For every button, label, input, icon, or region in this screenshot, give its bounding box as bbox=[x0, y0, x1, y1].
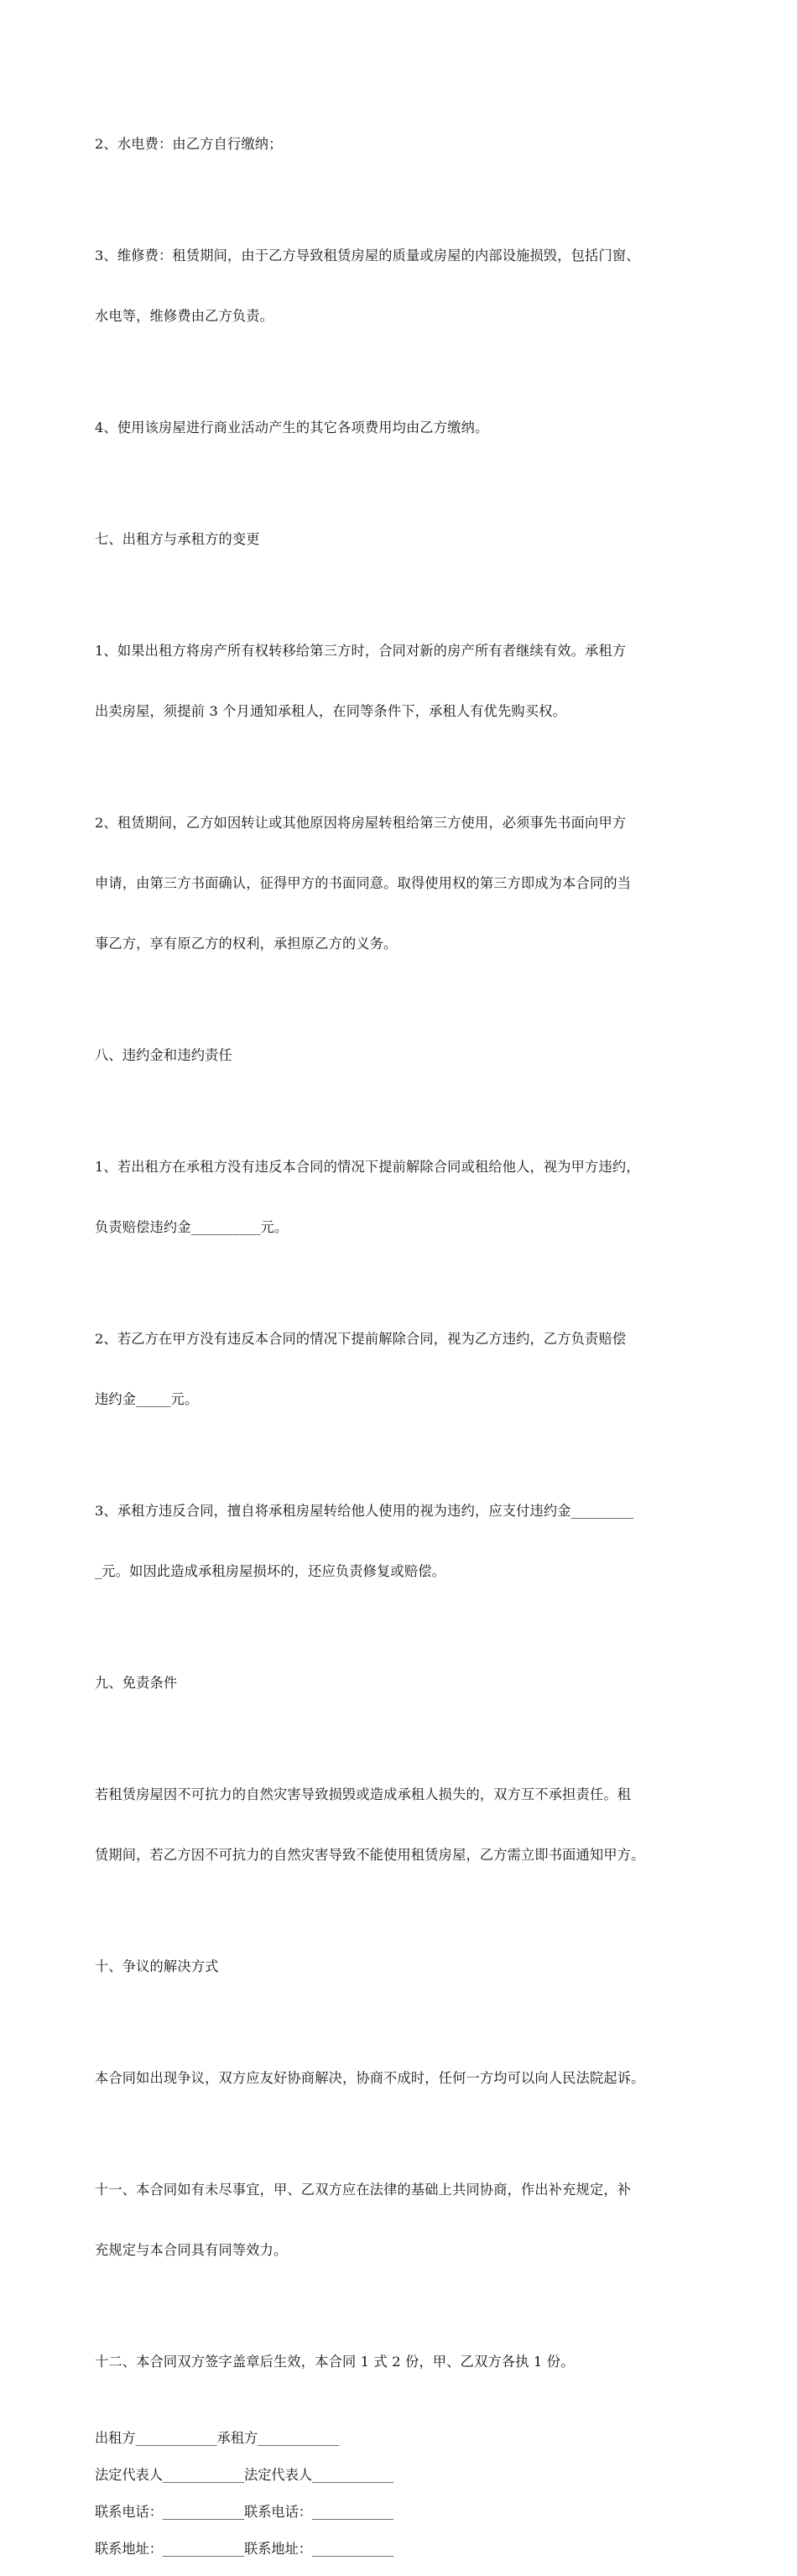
breach-item-2 bbox=[95, 1289, 716, 1450]
text-line: 水电等，维修费由乙方负责。 bbox=[95, 308, 274, 324]
text-line: 1、如果出租方将房产所有权转移给第三方时，合同对新的房产所有者继续有效。承租方 bbox=[95, 643, 627, 659]
text-line: 2、若乙方在甲方没有违反本合同的情况下提前解除合同，视为乙方违约，乙方负责赔偿 bbox=[95, 1331, 627, 1347]
text-line: 赁期间，若乙方因不可抗力的自然灾害导致不能使用租赁房屋，乙方需立即书面通知甲方。 bbox=[95, 1847, 645, 1863]
section-title: 九、免责条件 bbox=[95, 1675, 178, 1691]
signature-contact-phone: 联系电话：____________联系电话：____________ bbox=[95, 2504, 394, 2520]
signature-legal-representative: 法定代表人____________法定代表人____________ bbox=[95, 2467, 394, 2483]
text-line: 2、租赁期间，乙方如因转让或其他原因将房屋转租给第三方使用，必须事先书面向甲方 bbox=[95, 815, 627, 831]
section-title: 七、出租方与承租方的变更 bbox=[95, 531, 260, 547]
contract-page bbox=[95, 94, 716, 2576]
breach-item-3 bbox=[95, 1461, 716, 1622]
section-title: 十、争议的解决方式 bbox=[95, 1958, 219, 1974]
text-line: 本合同如出现争议，双方应友好协商解决，协商不成时，任何一方均可以向人民法院起诉。 bbox=[95, 2070, 645, 2086]
section-heading-10 bbox=[95, 1916, 716, 2017]
text-line: 3、维修费：租赁期间，由于乙方导致租赁房屋的质量或房屋的内部设施损毁，包括门窗、 bbox=[95, 248, 640, 263]
text-line: 若租赁房屋因不可抗力的自然灾害导致损毁或造成承租人损失的，双方互不承担责任。租 bbox=[95, 1786, 632, 1802]
text-line: 3、承租方违反合同，擅自将承租房屋转给他人使用的视为违约，应支付违约金_________ bbox=[95, 1503, 634, 1519]
text-line: _元。如因此造成承租房屋损坏的，还应负责修复或赔偿。 bbox=[95, 1563, 445, 1579]
fee-item-4 bbox=[95, 378, 716, 478]
text-line: 事乙方，享有原乙方的权利，承担原乙方的义务。 bbox=[95, 936, 398, 952]
signature-lessor-lessee: 出租方____________承租方____________ bbox=[95, 2430, 340, 2446]
section-heading-8 bbox=[95, 1005, 716, 1106]
text-line: 十一、本合同如有未尽事宜，甲、乙双方应在法律的基础上共同协商，作出补充规定，补 bbox=[95, 2182, 632, 2198]
text-line: 十二、本合同双方签字盖章后生效，本合同 1 式 2 份，甲、乙双方各执 1 份。 bbox=[95, 2354, 575, 2370]
text-line: 2、水电费：由乙方自行缴纳； bbox=[95, 136, 283, 152]
fee-item-3 bbox=[95, 206, 716, 367]
text-line: 1、若出租方在承租方没有违反本合同的情况下提前解除合同或租给他人，视为甲方违约， bbox=[95, 1159, 640, 1175]
breach-item-1 bbox=[95, 1117, 716, 1278]
clause-12 bbox=[95, 2312, 716, 2412]
section-heading-7 bbox=[95, 489, 716, 590]
exemption-text bbox=[95, 1744, 716, 1906]
text-line: 4、使用该房屋进行商业活动产生的其它各项费用均由乙方缴纳。 bbox=[95, 420, 489, 435]
fee-item-2 bbox=[95, 94, 716, 195]
text-line: 申请，由第三方书面确认，征得甲方的书面同意。取得使用权的第三方即成为本合同的当 bbox=[95, 875, 632, 891]
clause-11 bbox=[95, 2140, 716, 2301]
text-line: 出卖房屋，须提前 3 个月通知承租人，在同等条件下，承租人有优先购买权。 bbox=[95, 703, 566, 719]
text-line: 违约金_____元。 bbox=[95, 1391, 199, 1407]
section-heading-9 bbox=[95, 1633, 716, 1734]
signature-contact-address: 联系地址：____________联系地址：____________ bbox=[95, 2541, 394, 2557]
change-item-1 bbox=[95, 601, 716, 762]
text-line: 负责赔偿违约金__________元。 bbox=[95, 1219, 289, 1235]
section-title: 八、违约金和违约责任 bbox=[95, 1047, 232, 1063]
change-item-2 bbox=[95, 773, 716, 994]
dispute-text bbox=[95, 2028, 716, 2129]
text-line: 充规定与本合同具有同等效力。 bbox=[95, 2242, 288, 2258]
